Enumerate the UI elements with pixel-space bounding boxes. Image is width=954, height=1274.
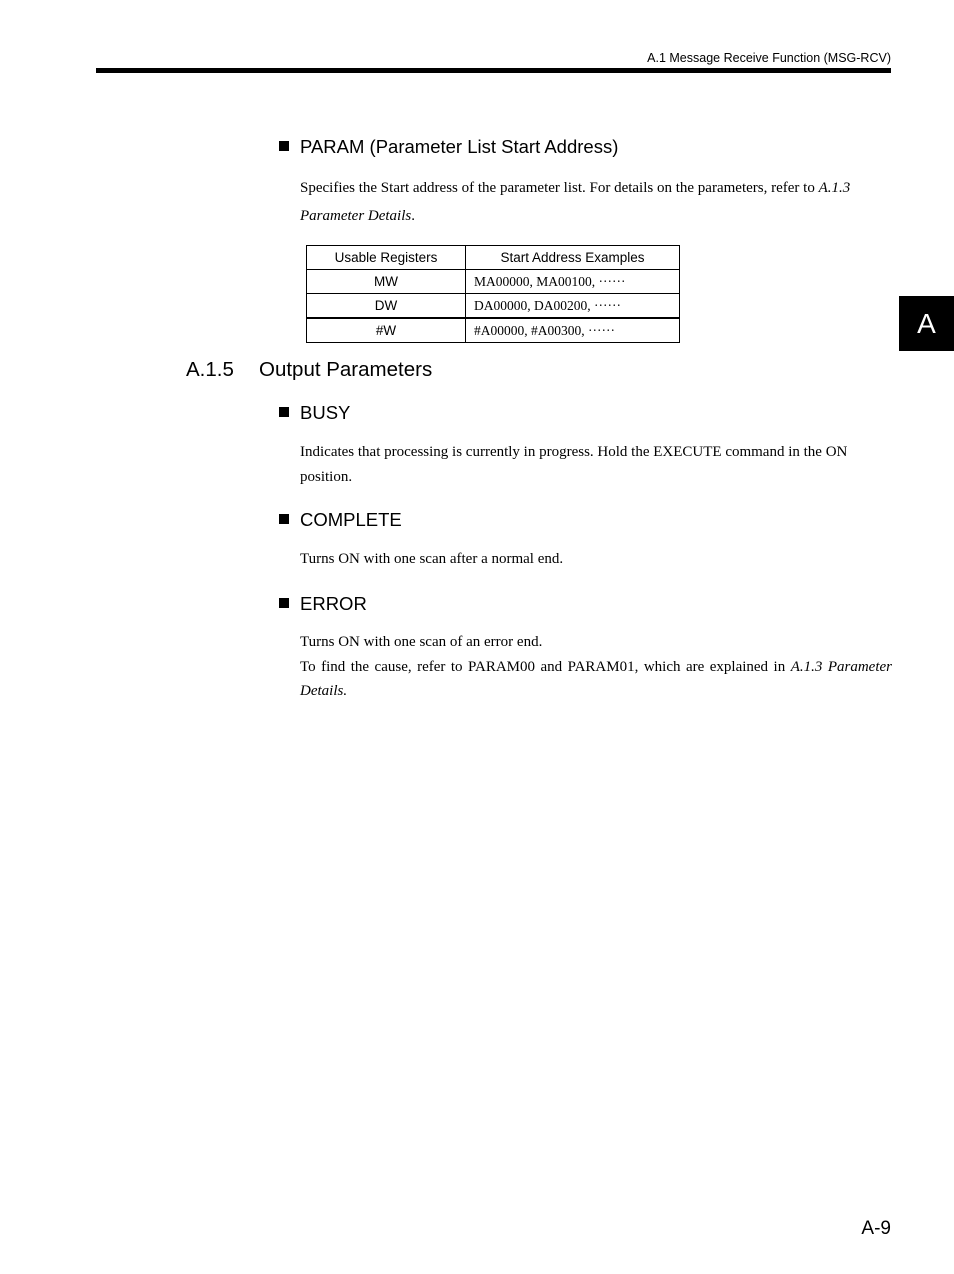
complete-title: COMPLETE (300, 509, 402, 530)
complete-subheading (279, 509, 402, 531)
error-subheading (279, 593, 367, 615)
table-row (307, 294, 680, 319)
header-rule (96, 68, 891, 73)
square-bullet-icon (279, 407, 289, 417)
register-cell: MW (307, 270, 466, 294)
column-header: Usable Registers (307, 246, 466, 270)
error-line-2-text: To find the cause, refer to PARAM00 and PARAM01, which are explained in (300, 658, 791, 675)
busy-subheading (279, 402, 350, 424)
busy-title: BUSY (300, 402, 351, 423)
chapter-tab: A (899, 296, 954, 351)
page-number: A-9 (861, 1218, 891, 1239)
table-header-row (307, 246, 680, 270)
example-cell: #A00000, #A00300, ······ (466, 318, 680, 343)
section-title: Output Parameters (259, 358, 433, 381)
param-desc-ref: A.1.3 Parameter Details (300, 180, 851, 224)
running-header: A.1 Message Receive Function (MSG-RCV) (647, 51, 891, 65)
busy-description: Indicates that processing is currently in progress. Hold the EXECUTE command in the ON position. (300, 444, 848, 485)
column-header: Start Address Examples (466, 246, 680, 270)
square-bullet-icon (279, 514, 289, 524)
error-title: ERROR (300, 593, 367, 614)
error-line-2 (300, 655, 892, 704)
square-bullet-icon (279, 598, 289, 608)
register-cell: DW (307, 294, 466, 319)
register-table (306, 245, 680, 343)
param-desc-text: Specifies the Start address of the parameter list. For details on the parameters, refer to (300, 180, 819, 196)
complete-description: Turns ON with one scan after a normal end. (300, 551, 564, 567)
table-row (307, 270, 680, 294)
table-row (307, 318, 680, 343)
square-bullet-icon (279, 141, 289, 151)
section-heading (186, 358, 432, 382)
section-number: A.1.5 (186, 358, 234, 381)
register-cell: #W (307, 318, 466, 343)
param-title: PARAM (Parameter List Start Address) (300, 136, 619, 157)
example-cell: MA00000, MA00100, ······ (466, 270, 680, 294)
error-line-1: Turns ON with one scan of an error end. (300, 634, 543, 650)
param-description (300, 174, 892, 230)
error-description (300, 630, 892, 704)
example-cell: DA00000, DA00200, ······ (466, 294, 680, 319)
param-desc-end: . (411, 208, 415, 224)
param-subheading (279, 136, 618, 158)
error-line-2-ref: A.1.3 Parameter Details. (300, 658, 892, 699)
